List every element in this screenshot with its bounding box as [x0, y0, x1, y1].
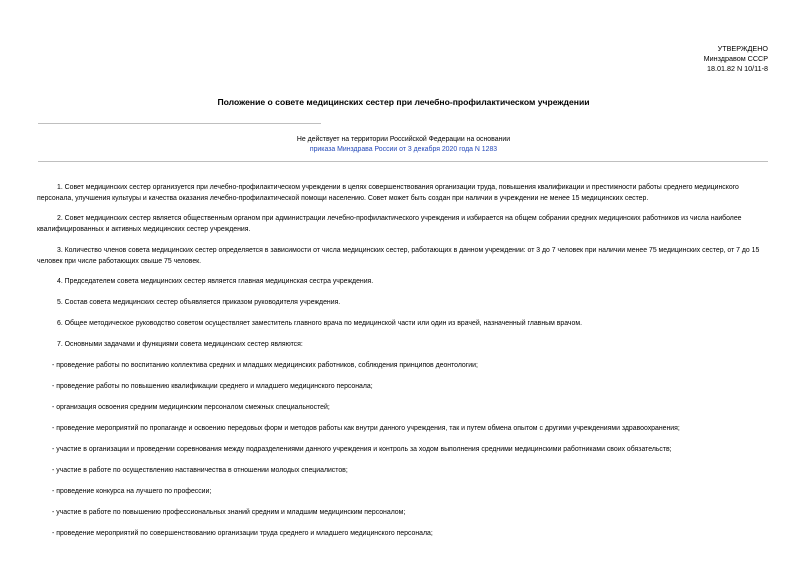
paragraph-5: 5. Состав совета медицинских сестер объявляется приказом руководителя учреждения. — [57, 299, 341, 306]
list-item: - организация освоения средним медицинским персоналом смежных специальностей; — [52, 404, 330, 411]
paragraph-1: 1. Совет медицинских сестер организуется при лечебно-профилактическом учреждении в целях совершенствования организации труда, повышения квалификации и престижности работы среднего медицинского персонала, улучшения культуры и качества оказания лечебно-профилактической помощи населению. Совет может быть создан при наличии в учреждении не менее 15 медицинских сестер. — [37, 184, 739, 202]
list-item: - участие в работе по осуществлению наставничества в отношении молодых специалистов; — [52, 467, 348, 474]
approval-line-authority: Минздравом СССР — [703, 54, 768, 63]
list-item: - участие в организации и проведении соревнования между подразделениями данного учреждения и контроль за ходом выполнения средними медицинскими работниками своих обязательств; — [52, 446, 672, 453]
approval-line-number: 18.01.82 N 10/11-8 — [706, 64, 768, 73]
notice-link[interactable]: приказа Минздрава России от 3 декабря 2020 года N 1283 — [309, 146, 498, 153]
approval-stamp — [704, 44, 768, 74]
notice-text: Не действует на территории Российской Федерации на основании — [296, 136, 511, 143]
paragraph-6: 6. Общее методическое руководство советом осуществляет заместитель главного врача по медицинской части или один из врачей, назначенный главным врачом. — [57, 320, 582, 327]
validity-notice — [0, 135, 807, 155]
list-item: - проведение мероприятий по пропаганде и освоению передовых форм и методов работы как внутри данного учреждения, так и путем обмена опытом с другими учреждениями здравоохранения; — [52, 425, 680, 432]
list-item: - проведение работы по воспитанию коллектива средних и младших медицинских работников, соблюдения принципов деонтологии; — [52, 362, 478, 369]
paragraph-3: 3. Количество членов совета медицинских сестер определяется в зависимости от числа медицинских сестер, работающих в данном учреждении: от 3 до 7 человек при наличии менее 75 медицинских сестер, от 7 до 15 человек при числе работающих свыше 75 человек. — [37, 247, 760, 265]
list-item: - проведение работы по повышению квалификации среднего и младшего медицинского персонала; — [52, 383, 373, 390]
divider-top — [38, 123, 321, 124]
document-title: Положение о совете медицинских сестер при лечебно-профилактическом учреждении — [217, 97, 590, 107]
list-item: - проведение мероприятий по совершенствованию организации труда среднего и младшего медицинского персонала; — [52, 530, 433, 537]
list-item: - проведение конкурса на лучшего по профессии; — [52, 488, 212, 495]
list-item: - участие в работе по повышению профессиональных знаний средним и младшим медицинским персоналом; — [52, 509, 406, 516]
paragraph-4: 4. Председателем совета медицинских сестер является главная медицинская сестра учреждения. — [57, 278, 374, 285]
approval-line-approved: УТВЕРЖДЕНО — [717, 44, 768, 53]
paragraph-2: 2. Совет медицинских сестер является общественным органом при администрации лечебно-профилактического учреждения и избирается на общем собрании средних медицинских работников из числа наиболее квалифицированных и активных медицинских сестер учреждения. — [37, 215, 742, 233]
paragraph-7: 7. Основными задачами и функциями совета медицинских сестер являются: — [57, 341, 303, 348]
divider-bottom — [38, 161, 768, 162]
